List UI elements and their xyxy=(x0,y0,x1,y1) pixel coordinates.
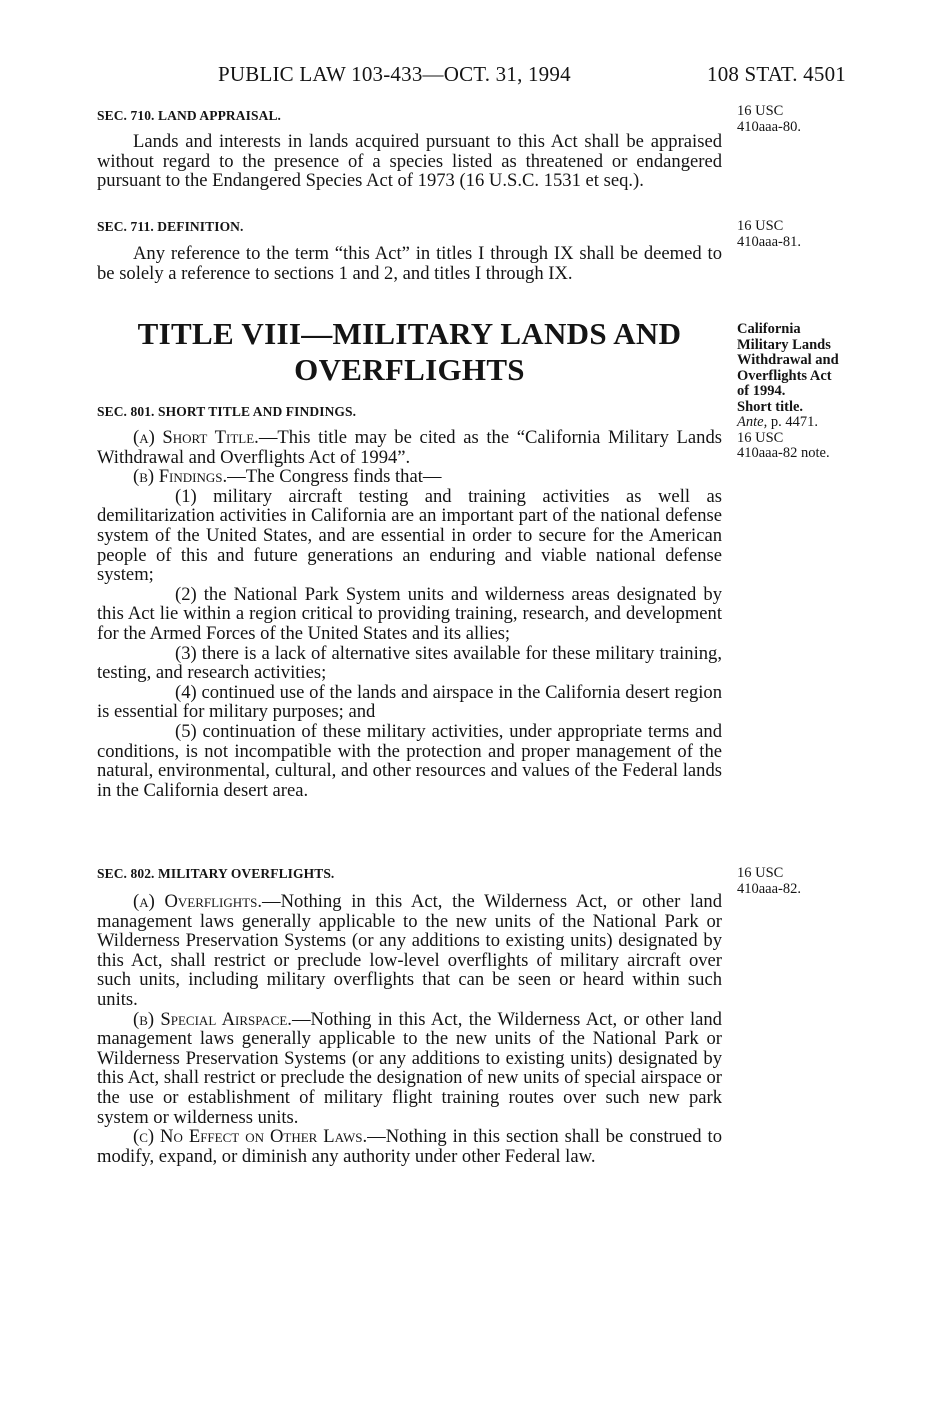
sec-801-b-label: (b) Findings. xyxy=(133,466,228,488)
sec-710-heading: SEC. 710. LAND APPRAISAL. xyxy=(97,108,282,123)
sec-801-a xyxy=(97,428,722,467)
note-line: Short title. xyxy=(737,398,804,415)
note-ante: Ante, xyxy=(737,414,768,430)
sec-711-margin-note xyxy=(737,219,937,250)
sec-801-a-label: (a) Short Title. xyxy=(133,427,259,448)
sec-801-b xyxy=(97,467,722,487)
note-line: Military Lands xyxy=(737,336,831,353)
note-line: Withdrawal and xyxy=(737,352,839,368)
title-viii-heading xyxy=(97,316,722,388)
sec-711-text: Any reference to the term “this Act” in titles I through IX shall be deemed to be solely a reference to sections 1 and 2, and titles I through IX. xyxy=(97,243,722,284)
note-line: 16 USC xyxy=(737,429,784,446)
note-line xyxy=(737,415,937,431)
sec-710-body xyxy=(97,132,722,191)
sec-802-b-label: (b) Special Airspace. xyxy=(133,1008,292,1030)
title-viii-margin-note xyxy=(737,322,937,462)
sec-802-a-text: —Nothing in this Act, the Wilderness Act, or other land management laws generally applicable to the new units of the National Park or Wilderness Preservation Systems (or any additions to existing units) designated by this Act, shall restrict or preclude low-level overflights of military aircraft over such units, including military overflights that can be seen or heard within such units. xyxy=(97,891,722,1010)
sec-711-heading: SEC. 711. DEFINITION. xyxy=(97,219,244,234)
note-line: Overflights Act xyxy=(737,367,832,384)
finding-3: (3) there is a lack of alternative sites available for these military training, testing, and research activities; xyxy=(97,642,722,684)
finding-5: (5) continuation of these military activities, under appropriate terms and conditions, is not incompatible with the protection and proper management of the natural, environmental, cultural, and other resources and values of the Federal lands in the California desert area. xyxy=(97,720,722,801)
finding-4: (4) continued use of the lands and airspace in the California desert region is essential for military purposes; and xyxy=(97,681,722,723)
finding-1: (1) military aircraft testing and training activities as well as demilitarization activities in California are an important part of the national defense system of the United States, and are essential in order to secure for the American people of this and future generations an enduring and viable national defense system; xyxy=(97,485,722,586)
sec-802-c xyxy=(97,1127,722,1166)
sec-710-text: Lands and interests in lands acquired pursuant to this Act shall be appraised without regard to the presence of a species listed as threatened or endangered pursuant to the Endangered Species Act of 1973 (16 U.S.C. 1531 et seq.). xyxy=(97,131,722,192)
title-line-2: OVERFLIGHTS xyxy=(294,352,525,387)
sec-801-a-text: —This title may be cited as the “California Military Lands Withdrawal and Overflights Act of 1994”. xyxy=(97,427,722,468)
note-line: 16 USC xyxy=(737,865,784,881)
page-header-stat: 108 STAT. 4501 xyxy=(707,62,846,86)
note-line: California xyxy=(737,321,801,337)
sec-802-c-label: (c) No Effect on Other Laws. xyxy=(133,1126,368,1148)
sec-711-body xyxy=(97,244,722,283)
note-line: 410aaa-80. xyxy=(737,118,802,135)
note-line: 410aaa-82 note. xyxy=(737,445,830,461)
title-line-1: TITLE VIII—MILITARY LANDS AND xyxy=(137,316,682,351)
sec-801-body xyxy=(97,428,722,800)
sec-802-heading: SEC. 802. MILITARY OVERFLIGHTS. xyxy=(97,866,335,881)
sec-802-body xyxy=(97,892,722,1166)
sec-710-margin-note xyxy=(737,104,937,135)
note-line: 16 USC xyxy=(737,218,784,234)
page-header-citation: PUBLIC LAW 103-433—OCT. 31, 1994 xyxy=(218,62,571,86)
sec-802-c-text: —Nothing in this section shall be construed to modify, expand, or diminish any authority under other Federal law. xyxy=(97,1126,722,1167)
note-line: 16 USC xyxy=(737,103,784,119)
sec-801-b-text: —The Congress finds that— xyxy=(227,466,442,488)
note-line: 410aaa-82. xyxy=(737,880,802,897)
sec-801-heading: SEC. 801. SHORT TITLE AND FINDINGS. xyxy=(97,404,357,419)
sec-802-a xyxy=(97,892,722,1010)
finding-2: (2) the National Park System units and wilderness areas designated by this Act lie within a region critical to providing training, research, and development for the Armed Forces of the United States and its allies; xyxy=(97,583,722,644)
note-ante-page: p. 4471. xyxy=(767,414,818,430)
sec-802-b xyxy=(97,1010,722,1128)
sec-802-b-text: —Nothing in this Act, the Wilderness Act, or other land management laws generally applicable to the new units of the National Park or Wilderness Preservation Systems (or any additions to existing units) designated by this Act, shall restrict or preclude the designation of new units of special airspace or the use or establishment of military flight training routes over such new park system or wilderness units. xyxy=(97,1008,722,1128)
sec-802-margin-note xyxy=(737,866,937,897)
note-line: 410aaa-81. xyxy=(737,233,802,250)
sec-802-a-label: (a) Overflights. xyxy=(133,891,262,912)
note-line: of 1994. xyxy=(737,383,786,399)
